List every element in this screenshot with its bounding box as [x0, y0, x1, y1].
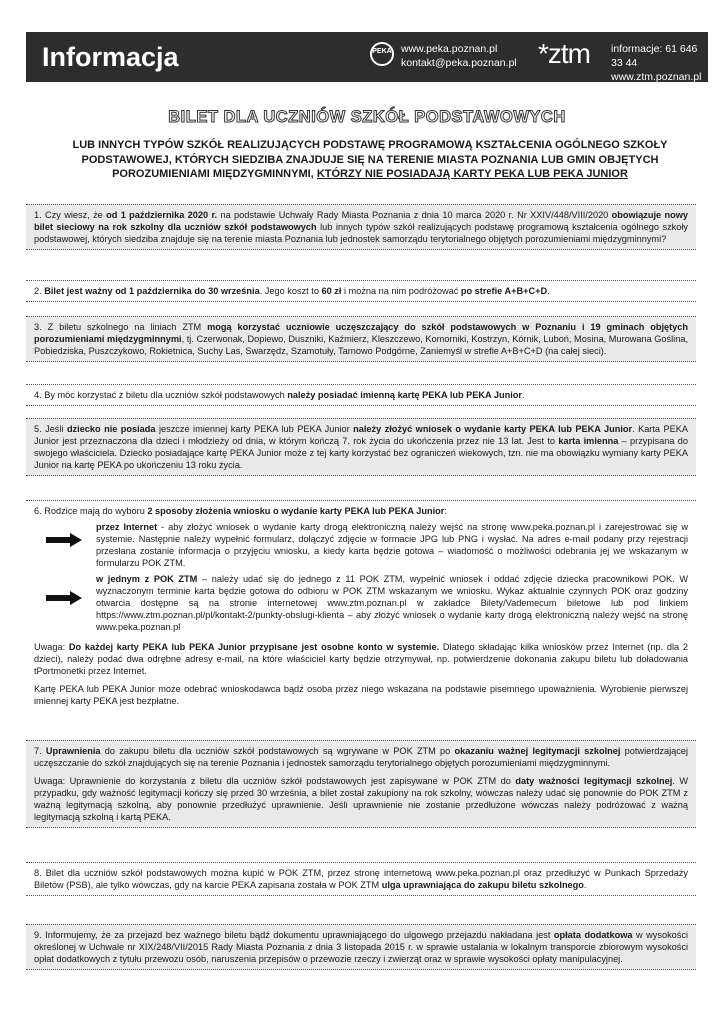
document-title: BILET DLA UCZNIÓW SZKÓŁ PODSTAWOWYCH [168, 108, 566, 126]
ztm-logo: *ztm [538, 38, 590, 69]
subtitle-text: LUB INNYCH TYPÓW SZKÓŁ REALIZUJĄCYCH PODSTAWĘ PROGRAMOWĄ KSZTAŁCENIA OGÓLNEGO SZKOŁY PODSTAWOWEJ, KTÓRYCH SIEDZIBA ZNAJDUJE SIĘ NA TERENIE MIASTA POZNANIA LUB GMIN OBJĘTYCH POROZUMIENIAMI MIĘDZYGMINNYMI, [72, 139, 668, 180]
bold-run: od 1 października 2020 r. [106, 210, 218, 220]
text-run: , tj. Czerwonak, Dopiewo, Duszniki, Kaźmierz, Kleszczewo, Komorniki, Kostrzyn, Kórnik, Luboń, Mosina, Murowana Goślina, Pobiedziska, Puszczykowo, Rokietnica, Suchy Las, Swarzędz, Szamotuły, Tarnowo Podgórne, Zaniemyśl w strefie A+B+C+D (na całej sieci). [34, 334, 688, 356]
bold-run: 2 sposoby złożenia wniosku o wydanie karty PEKA lub PEKA Junior [147, 506, 445, 516]
section-8-text [34, 867, 688, 891]
section-5-text [34, 423, 688, 471]
section-8 [26, 862, 696, 896]
text-run: . W przypadku, gdy ważność legitymacji kończy się przed 30 września, a bilet został zakupiony na rok szkolny, wówczas należy udać się ponownie do POK ZTM z ważną legitymacją szkolną, aby ponownie przedłużyć uprawnienie. Jeśli uprawnienie nie zostanie przedłużone wówczas należy podróżować z ważną legitymacją szkolną i kartą PEKA. [34, 776, 689, 822]
section-6 [26, 500, 696, 711]
text-run: 6. Rodzice mają do wyboru [34, 506, 148, 516]
text-run: lub innych typów szkół realizujących podstawę programową kształcenia ogólnego szkoły podstawowej, których siedziba znajduje się na terenie miasta Poznania lub jednostek samorządu terytorialnego objętych porozumieniami międzygminnymi? [34, 222, 689, 244]
header-title: Informacja [42, 42, 179, 72]
section-9-text [34, 929, 688, 965]
text-run: - aby złożyć wniosek o wydanie karty drogą elektroniczną należy wejść na stronę www.peka.poznan.pl i zarejestrować się w systemie. Następnie należy wypełnić formularz, dołączyć zdjęcie w formacie JPG lub PNG i wysłać. Na adres e-mail podany przy rejestracji przesłana zostanie informacja o przyjęciu wniosku, a kiedy karta będzie gotowa – wiadomość o możliwości odebrania jej we wskazanym w formularzu POK ZTM. [96, 522, 688, 568]
bold-run: należy posiadać imienną kartę PEKA lub PEKA Junior [287, 390, 522, 400]
peka-logo: PEKA [370, 42, 394, 66]
header-banner [26, 32, 708, 82]
bold-run: należy złożyć wniosek o wydanie karty PEKA lub PEKA Junior [353, 424, 633, 434]
ztm-contact [611, 42, 708, 84]
bold-run: w jednym z POK ZTM [96, 574, 198, 584]
bold-run: Do każdej karty PEKA lub PEKA Junior przypisane jest osobne konto w systemie. [68, 642, 440, 652]
text-run: 1. Czy wiesz, że [34, 210, 107, 220]
section-5 [26, 418, 696, 476]
section-2 [26, 280, 696, 302]
text-run: 4. By móc korzystać z biletu dla uczniów szkół podstawowych [34, 390, 288, 400]
section-4 [26, 384, 696, 406]
bold-run: Uprawnienia [45, 746, 101, 756]
text-run: Dlatego składając kilka wniosków przez Internet (np. dla 2 dzieci), należy podać dwa odrębne adresy e-mail, na które właściciel karty będzie otrzymywał, np. potwierdzenie dokonania zakupu biletu lub doładowania tPortmonetki przez Internet. [34, 642, 688, 676]
subtitle-underlined: KTÓRZY NIE POSIADAJĄ KARTY PEKA LUB PEKA JUNIOR [316, 168, 628, 180]
text-run: Uwaga: [34, 642, 69, 652]
ztm-website-link[interactable]: www.ztm.poznan.pl [611, 71, 702, 83]
section-3 [26, 316, 696, 362]
section-9 [26, 924, 696, 970]
text-run: . Jego koszt to [259, 286, 322, 296]
text-run: . Karta PEKA Junior jest przeznaczona dla dzieci i młodzieży od dnia, w którym kończą 7. rok życia do ukończenia przez nie 13 lat. Jest to [34, 424, 688, 446]
section-6-note-2: Kartę PEKA lub PEKA Junior może odebrać wnioskodawca bądź osoba przez niego wskazana na podstawie pisemnego upoważnienia. Wyrobienie pierwszej imiennej karty PEKA jest bezpłatne. [34, 684, 688, 706]
text-run: potwierdzającej uczęszczanie do szkół znajdujących się na terenie Poznania i jednostek samorządu terytorialnego objętych porozumieniami międzygminnymi. [34, 746, 688, 768]
bold-run: karta imienna [558, 436, 619, 446]
section-2-text [34, 285, 688, 297]
section-6-note [34, 641, 688, 677]
option-pok-text [96, 573, 688, 633]
text-run: i można na nim podróżować [341, 286, 461, 296]
bold-run: obowiązuje nowy bilet sieciowy na rok szkolny dla uczniów szkół podstawowych [34, 210, 689, 232]
arrow-right-icon [46, 591, 82, 605]
text-run: na podstawie Uchwały Rady Miasta Poznania z dnia 10 marca 2020 r. Nr XXIV/448/VIII/2020 [217, 210, 612, 220]
text-run: 2. [34, 286, 45, 296]
section-7 [26, 740, 696, 828]
bold-run: po strefie A+B+C+D [460, 286, 548, 296]
peka-website-link[interactable]: www.peka.poznan.pl [401, 43, 498, 55]
bold-run: przez Internet [96, 522, 158, 532]
peka-contact [401, 42, 517, 70]
text-run: 5. Jeśli [34, 424, 67, 434]
text-run: . [547, 286, 550, 296]
text-run: do zakupu biletu dla uczniów szkół podstawowych są wgrywane w POK ZTM po [100, 746, 455, 756]
bold-run: Bilet jest ważny od 1 października do 30 września [44, 286, 260, 296]
text-run: jeszcze imiennej karty PEKA lub PEKA Junior [155, 424, 354, 434]
bold-run: mogą korzystać uczniowie uczęszczający do szkół podstawowych w Poznaniu i 19 gminach objętych porozumieniami międzygminnymi [34, 322, 689, 344]
text-run: 8. Bilet dla uczniów szkół podstawowych można kupić w POK ZTM, przez stronę internetową www.peka.poznan.pl oraz przedłużyć w Punkach Sprzedaży Biletów (PSB), ale tylko wówczas, gdy na karcie PEKA zapisana została w POK ZTM [34, 868, 688, 890]
text-run: . [583, 880, 587, 890]
bold-run: okazaniu ważnej legitymacji szkolnej [454, 746, 621, 756]
bold-run: 60 zł [321, 286, 342, 296]
section-1-text [34, 209, 688, 245]
document-subtitle [40, 138, 700, 182]
section-1 [26, 204, 696, 250]
text-run: . [521, 390, 525, 400]
text-run: 7. [34, 746, 46, 756]
text-run: 9. Informujemy, że za przejazd bez ważnego biletu bądź dokumentu uprawniającego do ulgowego przejazdu nakładana jest [34, 930, 554, 940]
section-7-text [34, 745, 688, 769]
text-run: w wysokości określonej w Uchwale nr XIX/248/VII/2015 Rady Miasta Poznania z dnia 3 listopada 2015 r. w sprawie ustalania w lokalnym transporcie zbiorowym wysokości opłat dodatkowych z tytułu przewozu osób, naruszenia przepisów o przewozie rzeczy i zwierząt oraz w sprawie wysokości opłaty manipulacyjnej. [34, 930, 689, 964]
bold-run: ulga uprawniająca do zakupu biletu szkolnego [381, 880, 584, 890]
text-run: 3. Z biletu szkolnego na liniach ZTM [34, 322, 208, 332]
option-internet [34, 521, 688, 569]
text-run: : [444, 506, 447, 516]
text-run: – należy udać się do jednego z 11 POK ZTM, wypełnić wniosek i oddać zdjęcie dziecka pracownikowi POK. W wyznaczonym terminie karta będzie gotowa do odbioru w POK ZTM wskazanym we wniosku. Wykaz aktualnie czynnych POK oraz godziny otwarcia dostępne są na stronie internetowej www.ztm.poznan.pl w zakładce Bilety/Vademecum biletowe lub pod linkiem https://www.ztm.poznan.pl/pl/kontakt-2/punkty-obslugi-klienta – aby złożyć wniosek o wydanie karty drogą elektroniczną należy wejść na stronę www.peka.poznan.pl [96, 574, 688, 632]
option-pok [34, 573, 688, 633]
section-7-note [34, 775, 688, 823]
text-run: – przypisana do swojego właściciela. Dziecko posiadające kartę PEKA Junior może z tej karty korzystać bez ograniczeń wiekowych, tzn. nie ma obowiązku wymiany karty PEKA Junior na kartę PEKA po ukończeniu 13 roku życia. [34, 436, 688, 470]
text-run: Uwaga: Uprawnienie do korzystania z biletu dla uczniów szkół podstawowych jest zapisywane w POK ZTM do [34, 776, 516, 786]
arrow-right-icon [46, 533, 82, 547]
section-3-text [34, 321, 688, 357]
ztm-phone: informacje: 61 646 33 44 [611, 43, 698, 69]
bold-run: daty ważności legitymacji szkolnej [515, 776, 673, 786]
option-internet-text [96, 521, 688, 569]
section-6-intro [34, 505, 688, 517]
bold-run: opłata dodatkowa [553, 930, 633, 940]
peka-email-link[interactable]: kontakt@peka.poznan.pl [401, 57, 517, 69]
section-4-text [34, 389, 688, 401]
bold-run: dziecko nie posiada [66, 424, 156, 434]
